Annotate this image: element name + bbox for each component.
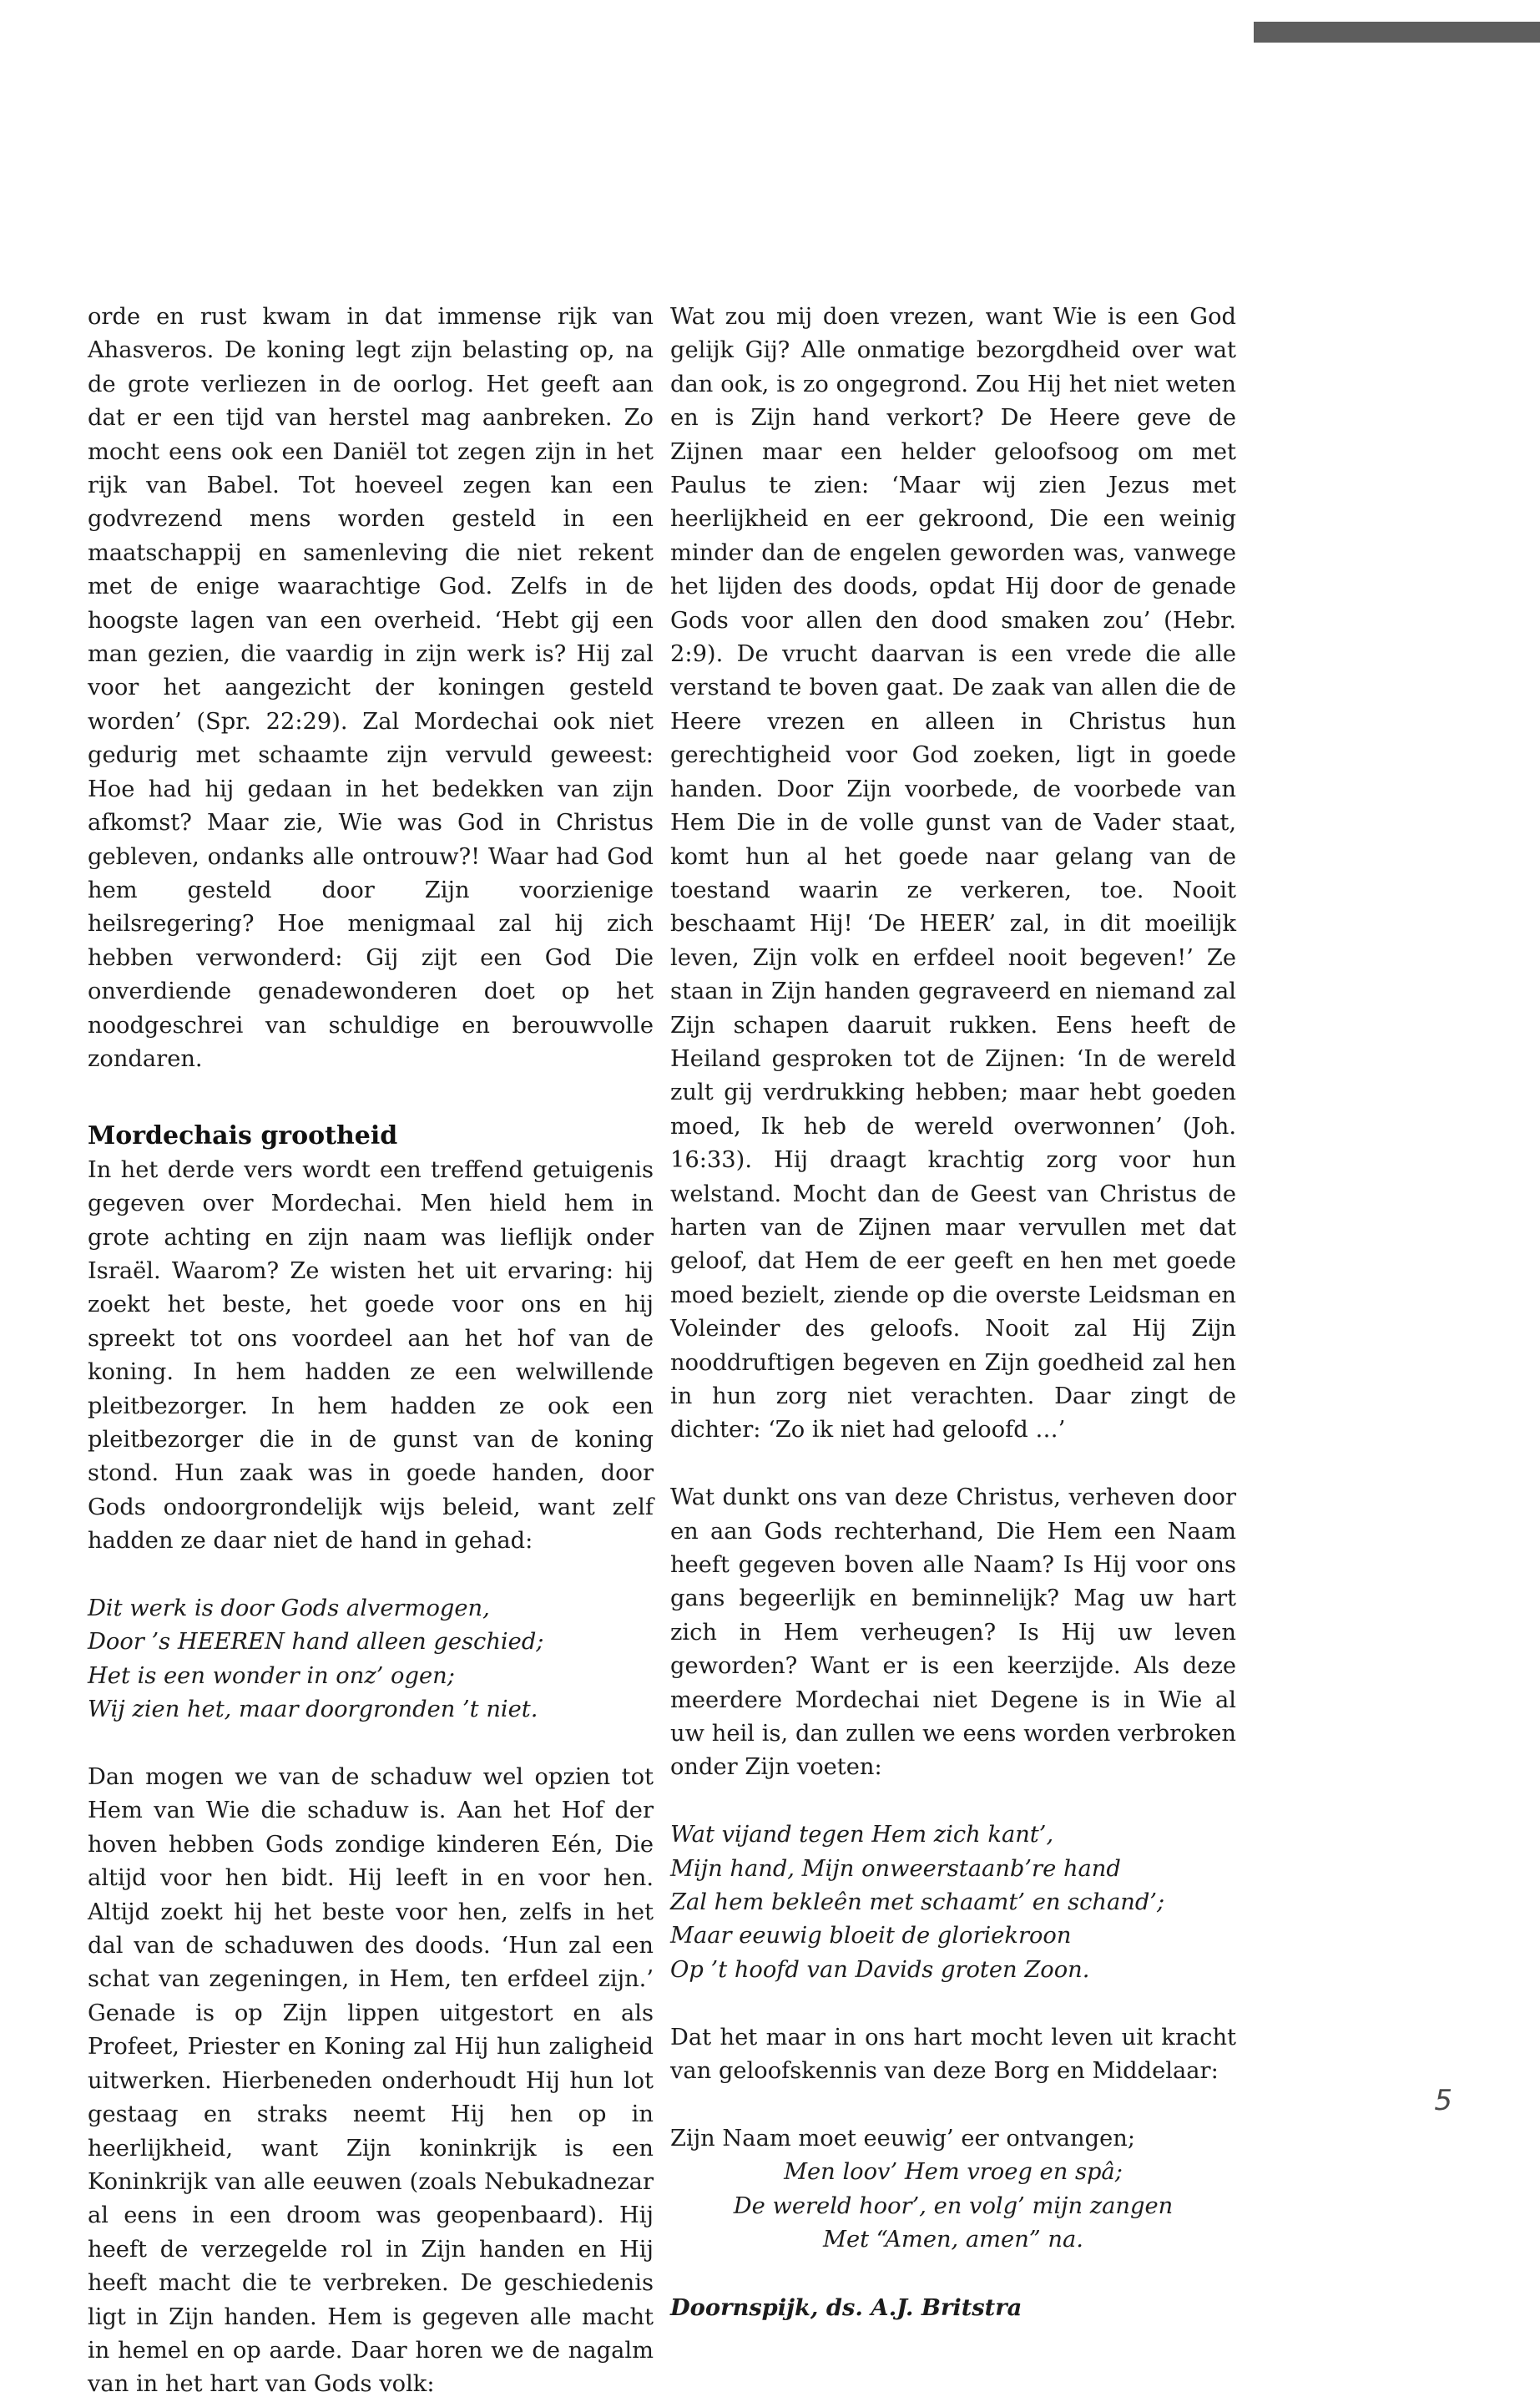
poem-line: Het is een wonder in onz’ ogen;: [88, 1662, 455, 1689]
psalm-line: De wereld hoor’, en volg’ mijn zangen: [733, 2192, 1174, 2219]
poem-line: Zal hem bekleên met schaamt’ en schand’;: [670, 1889, 1165, 1916]
poem-line: Dit werk is door Gods alvermogen,: [88, 1595, 490, 1622]
right-paragraph-2: Wat dunkt ons van deze Christus, verheven door en aan Gods rechterhand, Die Hem een Naam heeft gegeven boven alle Naam? Is Hij voor ons gans begeerlijk en beminnelijk? Mag uw hart zich in Hem verheugen? Is Hij uw leven geworden? Want er is een keerzijde. Als deze meerdere Mordechai niet Degene is in Wie al uw heil is, dan zullen we eens worden verbroken onder Zijn voeten:: [670, 1484, 1236, 1781]
left-paragraph-3: Dan mogen we van de schaduw wel opzien tot Hem van Wie die schaduw is. Aan het Hof der hoven hebben Gods zondige kinderen Eén, Die altijd voor hen bidt. Hij leeft in en voor hen. Altijd zoekt hij het beste voor hen, zelfs in het dal van de schaduwen des doods. ‘Hun zal een schat van zegeningen, in Hem, ten erfdeel zijn.’ Genade is op Zijn lippen uitgestort en als Profeet, Priester en Koning zal Hij hun zaligheid uitwerken. Hierbeneden onderhoudt Hij hun lot gestaag en straks neemt Hij hen op in heerlijkheid, want Zijn koninkrijk is een Koninkrijk van alle eeuwen (zoals Nebukadnezar al eens in een droom was geopenbaard). Hij heeft de verzegelde rol in Zijn handen en Hij heeft macht die te verbreken. De geschiedenis ligt in Zijn handen. Hem is gegeven alle macht in hemel en op aarde. Daar horen we de nagalm van in het hart van Gods volk:: [88, 1764, 654, 2398]
poem-line: Op ’t hoofd van Davids groten Zoon.: [670, 1956, 1090, 1983]
left-paragraph-1: orde en rust kwam in dat immense rijk van Ahasveros. De koning legt zijn belasting op, na de grote verliezen in de oorlog. Het geeft aan dat er een tijd van herstel mag aanbreken. Zo mocht eens ook een Daniël tot zegen zijn in het rijk van Babel. Tot hoeveel zegen kan een godvrezend mens worden gesteld in een maatschappij en samenleving die niet rekent met de enige waarachtige God. Zelfs in de hoogste lagen van een overheid. ‘Hebt gij een man gezien, die vaardig in zijn werk is? Hij zal voor het aangezicht der koningen gesteld worden’ (Spr. 22:29). Zal Mordechai ook niet gedurig met schaamte zijn vervuld geweest: Hoe had hij gedaan in het bedekken van zijn afkomst? Maar zie, Wie was God in Christus gebleven, ondanks alle ontrouw?! Waar had God hem gesteld door Zijn voorzienige heilsregering? Hoe menigmaal zal hij zich hebben verwonderd: Gij zijt een God Die onverdiende genadewonderen doet op het noodgeschrei van schuldige en berouwvolle zondaren.: [88, 304, 654, 1072]
page-number: 5: [1434, 2084, 1452, 2117]
right-paragraph-1: Wat zou mij doen vrezen, want Wie is een God gelijk Gij? Alle onmatige bezorgdheid over wat dan ook, is zo ongegrond. Zou Hij het niet weten en is Zijn hand verkort? De Heere geve de Zijnen maar een helder geloofsoog om met Paulus te zien: ‘Maar wij zien Jezus met heerlijkheid en eer gekroond, Die een weinig minder dan de engelen geworden was, vanwege het lijden des doods, opdat Hij door de genade Gods voor allen den dood smaken zou’ (Hebr. 2:9). De vrucht daarvan is een vrede die alle verstand te boven gaat. De zaak van allen die de Heere vrezen en alleen in Christus hun gerechtigheid voor God zoeken, ligt in goede handen. Door Zijn voorbede, de voorbede van Hem Die in de volle gunst van de Vader staat, komt hun al het goede naar gelang van de toestand waarin ze verkeren, toe. Nooit beschaamt Hij! ‘De HEER’ zal, in dit moeilijk leven, Zijn volk en erfdeel nooit begeven!’ Ze staan in Zijn handen gegraveerd en niemand zal Zijn schapen daaruit rukken. Eens heeft de Heiland gesproken tot de Zijnen: ‘In de wereld zult gij verdrukking hebben; maar hebt goeden moed, Ik heb de wereld overwonnen’ (Joh. 16:33). Hij draagt krachtig zorg voor hun welstand. Mocht dan de Geest van Christus de harten van de Zijnen maar vervullen met dat geloof, dat Hem de eer geeft en hen met goede moed bezielt, ziende op die overste Leidsman en Voleinder des geloofs. Nooit zal Hij Zijn nooddruftigen begeven en Zijn goedheid zal hen in hun zorg niet verachten. Daar zingt de dichter: ‘Zo ik niet had geloofd …’: [670, 304, 1236, 1444]
section-heading: Mordechais grootheid: [88, 1121, 398, 1151]
poem-line: Wat vijand tegen Hem zich kant’,: [670, 1822, 1054, 1848]
psalm-line: Met “Amen, amen” na.: [823, 2227, 1083, 2253]
left-column: [88, 301, 654, 2402]
psalm-first-line: Zijn Naam moet eeuwig’ eer ontvangen;: [670, 2125, 1136, 2152]
poem-line: Wij zien het, maar doorgronden ’t niet.: [88, 1697, 538, 1723]
right-paragraph-3: Dat het maar in ons hart mocht leven uit kracht van geloofskennis van deze Borg en Middelaar:: [670, 2024, 1236, 2085]
author-signature: Doornspijk, ds. A.J. Britstra: [670, 2293, 1022, 2321]
poem-line: Maar eeuwig bloeit de gloriekroon: [670, 1923, 1072, 1949]
top-header-bar: [1254, 22, 1540, 43]
left-paragraph-2: In het derde vers wordt een treffend getuigenis gegeven over Mordechai. Men hield hem in grote achting en zijn naam was lieflijk onder Israël. Waarom? Ze wisten het uit ervaring: hij zoekt het beste, het goede voor ons en hij spreekt tot ons voordeel aan het hof van de koning. In hem hadden ze een welwillende pleitbezorger. In hem hadden ze ook een pleitbezorger die in de gunst van de koning stond. Hun zaak was in goede handen, door Gods ondoorgrondelijk wijs beleid, want zelf hadden ze daar niet de hand in gehad:: [88, 1156, 654, 1555]
poem-line: Mijn hand, Mijn onweerstaanb’re hand: [670, 1855, 1121, 1882]
right-poem: [670, 1818, 1236, 1987]
right-column: [670, 301, 1236, 2324]
psalm-verse: [670, 2122, 1236, 2258]
left-poem: [88, 1592, 654, 1727]
poem-line: Door ’s HEEREN hand alleen geschied;: [88, 1629, 544, 1656]
psalm-line: Men loov’ Hem vroeg en spâ;: [784, 2159, 1123, 2186]
